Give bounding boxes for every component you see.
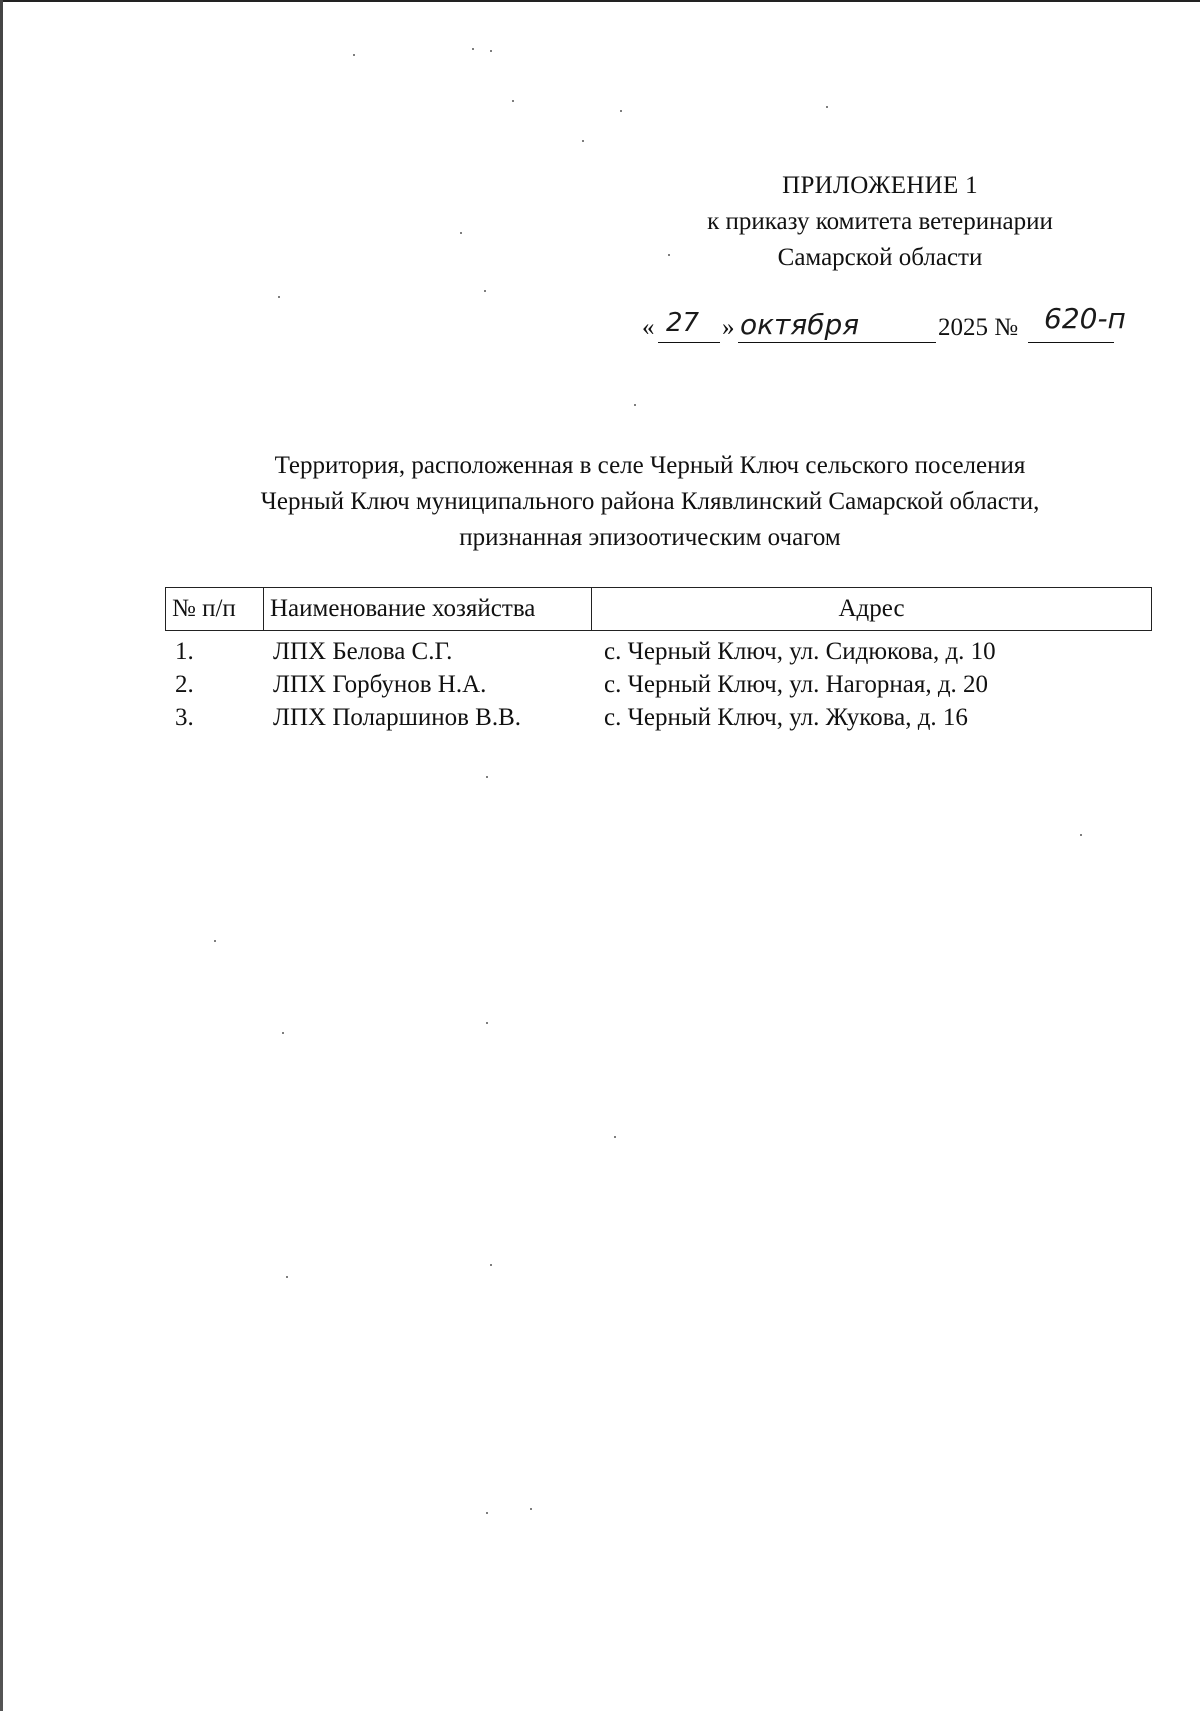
appendix-order-ref: к приказу комитета ветеринарии — [707, 208, 1053, 235]
speck — [282, 1032, 284, 1034]
table-header — [165, 587, 1152, 631]
document-heading — [100, 448, 1200, 556]
date-open-quote: « — [642, 314, 655, 341]
date-close-quote: » — [722, 314, 735, 341]
speck — [634, 404, 636, 406]
date-month-underline — [738, 342, 936, 343]
speck — [1080, 834, 1082, 836]
row-address: с. Черный Ключ, ул. Жукова, д. 16 — [604, 704, 968, 731]
row-household-name: ЛПХ Белова С.Г. — [273, 638, 453, 665]
table-row — [165, 704, 1151, 737]
heading-line-2: Черный Ключ муниципального района Клявлинский Самарской области, — [260, 488, 1040, 515]
header-num: № п/п — [166, 588, 264, 631]
row-address: с. Черный Ключ, ул. Нагорная, д. 20 — [604, 671, 989, 698]
speck — [286, 1276, 288, 1278]
speck — [486, 776, 488, 778]
speck — [278, 296, 280, 298]
speck — [460, 232, 462, 234]
speck — [353, 54, 355, 56]
households-list — [165, 638, 1151, 737]
date-year-and-sign: 2025 № — [938, 314, 1019, 341]
speck — [486, 1022, 488, 1024]
appendix-block — [600, 168, 1160, 276]
table-row — [165, 671, 1151, 704]
speck — [826, 106, 828, 108]
order-number-underline — [1028, 342, 1114, 343]
table-row — [165, 638, 1151, 671]
header-row — [166, 588, 1152, 631]
appendix-title: ПРИЛОЖЕНИЕ 1 — [782, 172, 978, 199]
speck — [582, 140, 584, 142]
row-number: 3. — [175, 704, 194, 731]
row-number: 1. — [175, 638, 194, 665]
header-address: Адрес — [592, 588, 1152, 631]
speck — [530, 1508, 532, 1510]
heading-line-3: признанная эпизоотическим очагом — [459, 524, 841, 551]
speck — [472, 48, 474, 50]
row-household-name: ЛПХ Горбунов Н.А. — [273, 671, 487, 698]
speck — [486, 1512, 488, 1514]
speck — [620, 110, 622, 112]
speck — [484, 290, 486, 292]
scan-left-edge — [0, 0, 3, 1711]
heading-line-1: Территория, расположенная в селе Черный Ключ сельского поселения — [274, 452, 1026, 479]
date-day-handwritten: 27 — [666, 308, 700, 338]
order-date-line — [642, 302, 1162, 350]
households-table-header — [165, 587, 1151, 631]
order-number-handwritten: 620-п — [1044, 302, 1126, 335]
speck — [490, 1264, 492, 1266]
speck — [490, 50, 492, 52]
scan-top-edge — [0, 0, 1200, 2]
speck — [614, 1136, 616, 1138]
header-name: Наименование хозяйства — [264, 588, 592, 631]
appendix-region: Самарской области — [777, 244, 983, 271]
row-address: с. Черный Ключ, ул. Сидюкова, д. 10 — [604, 638, 996, 665]
date-month-handwritten: октября — [740, 308, 860, 341]
row-number: 2. — [175, 671, 194, 698]
speck — [214, 940, 216, 942]
date-day-underline — [658, 342, 720, 343]
row-household-name: ЛПХ Поларшинов В.В. — [273, 704, 522, 731]
speck — [512, 100, 514, 102]
